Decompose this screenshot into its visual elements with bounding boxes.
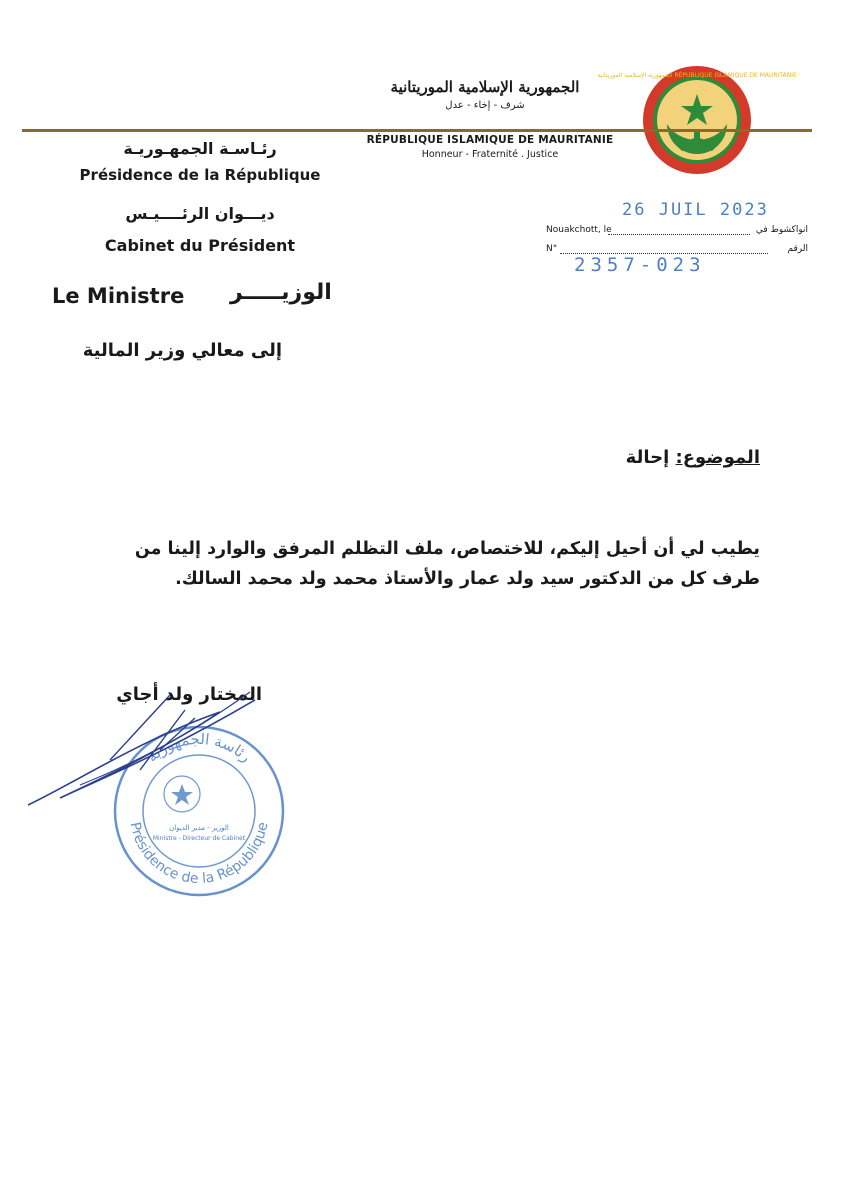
cabinet-french: Cabinet du Président (104, 236, 296, 255)
date-label-arabic: انواكشوط في (755, 225, 808, 235)
subject-line (540, 447, 760, 468)
date-label-french: Nouakchott, le (546, 225, 612, 235)
subject-value: إحالة (625, 447, 670, 468)
date-field (546, 225, 808, 239)
emblem-text: الجمهورية الإسلامية الموريتانية RÉPUBLIQUE ISLAMIQUE DE MAURITANIE (597, 72, 797, 79)
header-rule (22, 129, 812, 132)
seal-role-french: Ministre - Directeur de Cabinet (152, 835, 246, 842)
seal-text-arabic: رئاسة الجمهورية (143, 729, 255, 766)
motto-french: Honneur - Fraternité . Justice (421, 149, 559, 160)
letter-body: يطيب لي أن أحيل إليكم، للاختصاص، ملف التظلم المرفق والوارد إلينا من طرف كل من الدكتور سيد ولد عمار والأستاذ محمد ولد محمد السالك. (134, 539, 760, 589)
presidency-arabic: رئـاسـة الجمهـوريـة (123, 139, 277, 158)
number-label-french: N° (546, 244, 558, 254)
date-stamp: 26 JUIL 2023 (622, 200, 769, 220)
signer-name: المختار ولد أجاي (116, 684, 262, 705)
cabinet-arabic: ديـــوان الرئــــيـس (125, 204, 275, 223)
minister-title-arabic: الوزيـــــر (230, 280, 332, 305)
date-dotted-line (608, 234, 750, 235)
minister-title-french: Le Ministre (52, 284, 185, 308)
seal-role-arabic: الوزير - مدير الديوان (169, 824, 229, 832)
number-label-arabic: الرقم (787, 244, 808, 254)
presidency-french: Présidence de la République (79, 166, 321, 184)
country-name-french: RÉPUBLIQUE ISLAMIQUE DE MAURITANIE (366, 134, 614, 146)
country-name-arabic: الجمهورية الإسلامية الموريتانية (390, 78, 580, 96)
seal-text-french: Présidence de la République (126, 820, 272, 888)
handwritten-signature (20, 690, 280, 820)
subject-label: الموضوع: (675, 447, 760, 468)
reference-number-stamp: 2357-023 (574, 254, 706, 276)
addressee: إلى معالي وزير المالية (82, 340, 282, 361)
national-emblem (597, 64, 797, 176)
motto-arabic: شرف - إخاء - عدل (445, 100, 525, 111)
